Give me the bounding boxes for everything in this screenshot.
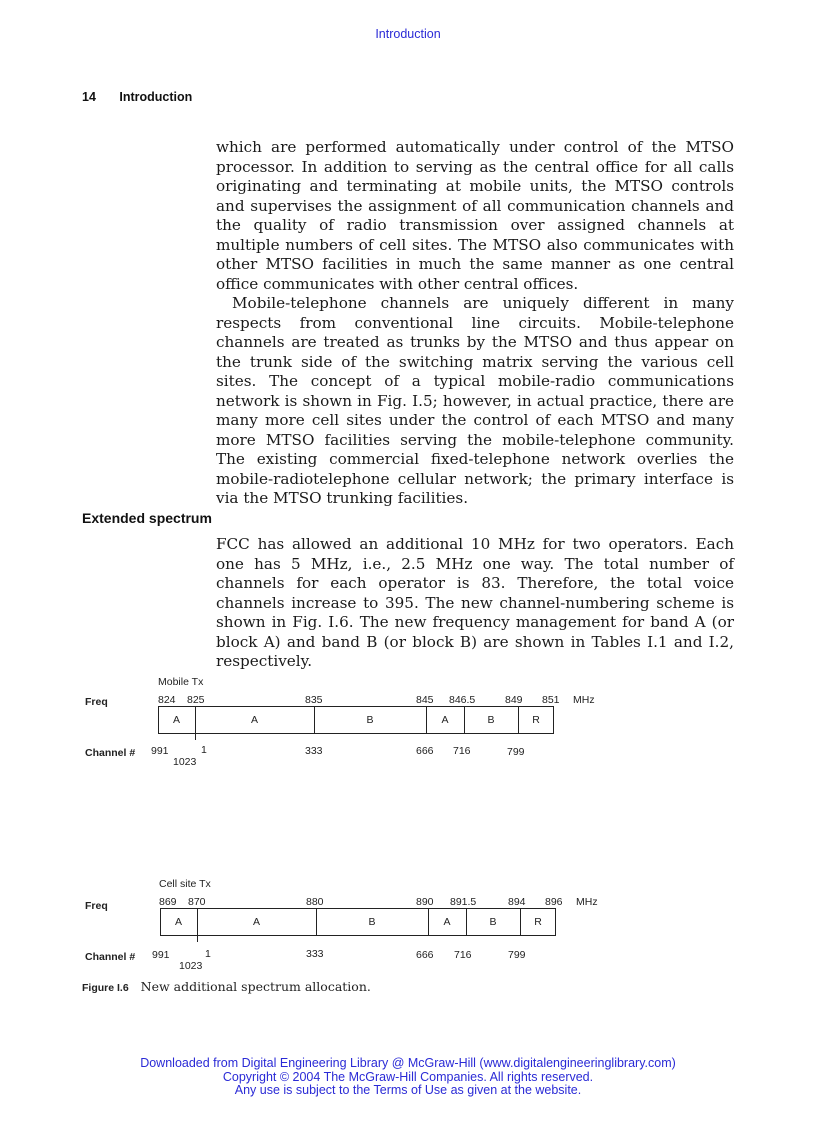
freq-label: 835	[305, 694, 323, 706]
band-segment: A	[250, 714, 258, 726]
band-segment: A	[172, 714, 180, 726]
channel-label: 1	[201, 744, 207, 756]
mobile-tx-diagram	[0, 674, 816, 784]
footer-copyright: Copyright © 2004 The McGraw-Hill Companies. All rights reserved.	[222, 1069, 594, 1084]
header-link[interactable]: Introduction	[375, 27, 441, 41]
unit-label: MHz	[573, 694, 595, 706]
freq-label: 880	[306, 896, 324, 908]
band-segment: R	[534, 916, 542, 928]
channel-tick	[197, 936, 198, 942]
freq-label: 869	[159, 896, 177, 908]
section-heading: Extended spectrum	[82, 510, 212, 526]
channel-label: 666	[416, 949, 434, 961]
paragraph-2: Mobile-telephone channels are uniquely different in many respects from conventional line circuits. Mobile-telephone channels are treated as trunks by the MTSO and thus appear on the trunk side of the switching matrix serving the various cell sites. The concept of a typical mobile-radio communications network is shown in Fig. I.5; however, in actual practice, there are many more cell sites under the control of each MTSO and many more MTSO facilities serving the mobile-telephone community. The existing commercial fixed-telephone network overlies the mobile-radiotelephone cellular network; the primary interface is via the MTSO trunking facilities.	[216, 294, 734, 507]
body-text-block-2	[216, 535, 734, 672]
channel-label: 716	[453, 745, 471, 757]
running-head-title: Introduction	[119, 90, 193, 104]
freq-row-label: Freq	[85, 696, 108, 708]
band-segment: B	[487, 714, 495, 726]
band-segment: A	[441, 714, 449, 726]
channel-label: 799	[508, 949, 526, 961]
channel-label: 991	[152, 949, 170, 961]
channel-label: 716	[454, 949, 472, 961]
channel-row-label: Channel #	[85, 747, 136, 759]
channel-label: 799	[507, 746, 525, 758]
freq-label: 870	[188, 896, 206, 908]
footer-terms: Any use is subject to the Terms of Use as given at the website.	[234, 1083, 582, 1097]
paragraph-1: which are performed automatically under control of the MTSO processor. In addition to serving as the central office for all calls originating and terminating at mobile units, the MTSO controls and supervises the assignment of all communication channels and the quality of radio transmission over assigned channels at multiple numbers of cell sites. The MTSO also communicates with other MTSO facilities in much the same manner as one central office communicates with other central offices.	[216, 138, 734, 293]
band-segment: A	[252, 916, 260, 928]
freq-label: 846.5	[449, 694, 476, 706]
freq-label: 896	[545, 896, 563, 908]
freq-label: 894	[508, 896, 526, 908]
diagram-title: Mobile Tx	[158, 676, 204, 688]
freq-row-label: Freq	[85, 900, 108, 912]
channel-label: 1	[205, 948, 211, 960]
band-segment: B	[368, 916, 376, 928]
channel-label: 333	[305, 745, 323, 757]
freq-label: 851	[542, 694, 560, 706]
footer-download-link[interactable]: Downloaded from Digital Engineering Library @ McGraw-Hill (www.digitalengineeringlibrary.com)	[140, 1056, 676, 1070]
running-head	[82, 90, 192, 104]
footer-notice	[0, 1057, 816, 1098]
freq-label: 824	[158, 694, 176, 706]
channel-label: 1023	[179, 960, 203, 972]
band-segment: R	[532, 714, 540, 726]
figure-number: Figure I.6	[82, 982, 129, 994]
figure-caption-text: New additional spectrum allocation.	[140, 979, 371, 994]
unit-label: MHz	[576, 896, 598, 908]
freq-label: 890	[416, 896, 434, 908]
band-segment: B	[489, 916, 497, 928]
channel-label: 666	[416, 745, 434, 757]
cell-site-tx-diagram	[0, 876, 816, 986]
channel-tick	[195, 734, 196, 740]
diagram-title: Cell site Tx	[159, 878, 211, 890]
body-text-block-1	[216, 138, 734, 509]
paragraph-3: FCC has allowed an additional 10 MHz for two operators. Each one has 5 MHz, i.e., 2.5 MHz one way. The total number of channels for each operator is 83. Therefore, the total voice channels increase to 395. The new channel-numbering scheme is shown in Fig. I.6. The new frequency management for band A (or block A) and band B (or block B) are shown in Tables I.1 and I.2, respectively.	[216, 535, 734, 670]
figure-caption	[82, 979, 371, 994]
freq-label: 825	[187, 694, 205, 706]
freq-label: 891.5	[450, 896, 477, 908]
channel-label: 991	[151, 745, 169, 757]
band-segment: A	[174, 916, 182, 928]
freq-label: 845	[416, 694, 434, 706]
band-segment: B	[366, 714, 374, 726]
channel-label: 1023	[173, 756, 197, 768]
band-segment: A	[443, 916, 451, 928]
channel-row-label: Channel #	[85, 951, 136, 963]
freq-label: 849	[505, 694, 523, 706]
page-number: 14	[82, 90, 96, 104]
channel-label: 333	[306, 948, 324, 960]
